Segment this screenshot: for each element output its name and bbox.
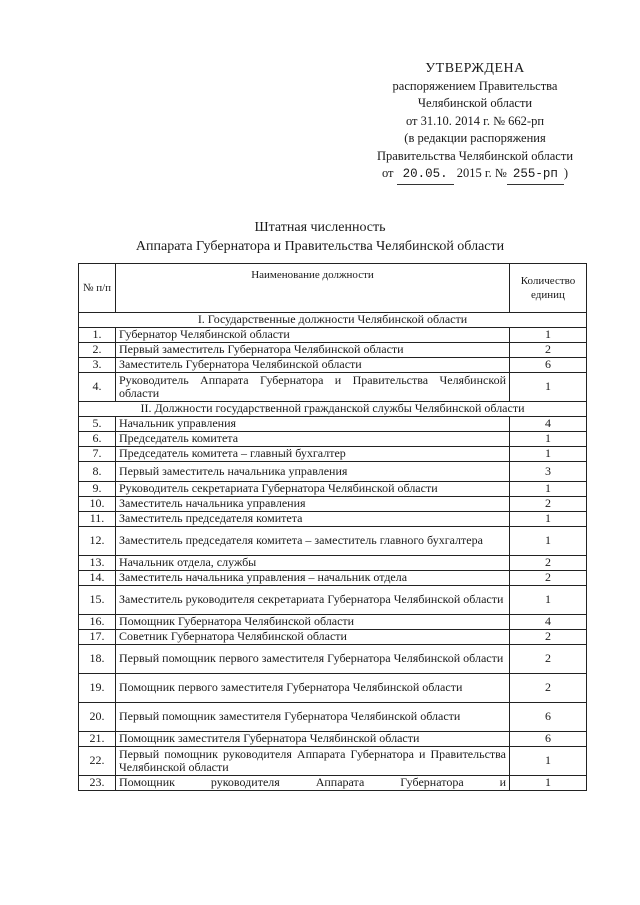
row-num: 8. [79, 462, 116, 482]
row-name: Начальник отдела, службы [116, 556, 510, 571]
table-row [79, 732, 587, 747]
table-row [79, 776, 587, 791]
date-mid: 2015 г. № [456, 166, 507, 180]
row-num: 21. [79, 732, 116, 747]
row-name: Советник Губернатора Челябинской области [116, 630, 510, 645]
row-name: Первый помощник первого заместителя Губернатора Челябинской области [116, 645, 510, 674]
section-title: I. Государственные должности Челябинской области [79, 313, 587, 328]
title-line-1: Штатная численность [254, 220, 386, 235]
table-row [79, 497, 587, 512]
table-row [79, 556, 587, 571]
row-name: Руководитель секретариата Губернатора Челябинской области [116, 482, 510, 497]
title-line-2: Аппарата Губернатора и Правительства Челябинской области [135, 239, 505, 254]
row-name: Губернатор Челябинской области [116, 328, 510, 343]
approval-date-line [340, 165, 610, 185]
row-num: 10. [79, 497, 116, 512]
table-row [79, 512, 587, 527]
approval-title: УТВЕРЖДЕНА [425, 61, 525, 76]
row-num: 15. [79, 586, 116, 615]
row-num: 9. [79, 482, 116, 497]
table-row [79, 462, 587, 482]
row-qty: 2 [510, 645, 587, 674]
row-qty: 1 [510, 373, 587, 402]
approval-line-5: Правительства Челябинской области [376, 148, 574, 163]
table-row [79, 373, 587, 402]
row-qty: 6 [510, 732, 587, 747]
table-row [79, 747, 587, 776]
row-qty: 2 [510, 343, 587, 358]
document-title [70, 218, 570, 256]
row-qty: 3 [510, 462, 587, 482]
row-name: Председатель комитета [116, 432, 510, 447]
row-qty: 1 [510, 512, 587, 527]
date-filled: 20.05. [397, 166, 454, 185]
row-qty: 1 [510, 482, 587, 497]
row-qty: 1 [510, 776, 587, 791]
section-row [79, 402, 587, 417]
row-qty: 4 [510, 417, 587, 432]
row-qty: 4 [510, 615, 587, 630]
row-name: Заместитель руководителя секретариата Губернатора Челябинской области [116, 586, 510, 615]
row-name: Заместитель начальника управления – начальник отдела [116, 571, 510, 586]
row-num: 3. [79, 358, 116, 373]
table-row [79, 447, 587, 462]
table-row [79, 674, 587, 703]
row-qty: 1 [510, 432, 587, 447]
staff-table [78, 263, 587, 791]
row-name: Первый помощник заместителя Губернатора Челябинской области [116, 703, 510, 732]
approval-line-3: от 31.10. 2014 г. № 662-рп [405, 113, 545, 128]
row-num: 20. [79, 703, 116, 732]
row-qty: 1 [510, 527, 587, 556]
table-row [79, 571, 587, 586]
table-row [79, 417, 587, 432]
table-row [79, 482, 587, 497]
row-qty: 1 [510, 747, 587, 776]
row-num: 7. [79, 447, 116, 462]
row-name: Помощник Губернатора Челябинской области [116, 615, 510, 630]
approval-line-4: (в редакции распоряжения [404, 131, 546, 145]
row-name: Первый помощник руководителя Аппарата Губернатора и Правительства Челябинской области [116, 747, 510, 776]
header-num: № п/п [79, 264, 116, 313]
row-qty: 6 [510, 358, 587, 373]
table-row [79, 358, 587, 373]
row-name: Помощник заместителя Губернатора Челябинской области [116, 732, 510, 747]
row-num: 23. [79, 776, 116, 791]
number-filled: 255-рп [507, 166, 564, 185]
row-name: Первый заместитель Губернатора Челябинской области [116, 343, 510, 358]
row-num: 2. [79, 343, 116, 358]
date-suffix: ) [563, 166, 569, 180]
row-name: Начальник управления [116, 417, 510, 432]
row-name: Первый заместитель начальника управления [116, 462, 510, 482]
row-num: 5. [79, 417, 116, 432]
table-row [79, 527, 587, 556]
approval-line-2: Челябинской области [417, 96, 533, 110]
row-num: 14. [79, 571, 116, 586]
date-prefix: от [381, 166, 394, 180]
row-name: Руководитель Аппарата Губернатора и Правительства Челябинской области [116, 373, 510, 402]
row-name: Заместитель начальника управления [116, 497, 510, 512]
row-name: Заместитель председателя комитета [116, 512, 510, 527]
row-num: 18. [79, 645, 116, 674]
row-name: Помощник первого заместителя Губернатора Челябинской области [116, 674, 510, 703]
row-qty: 2 [510, 556, 587, 571]
row-num: 6. [79, 432, 116, 447]
table-row [79, 630, 587, 645]
row-num: 17. [79, 630, 116, 645]
header-qty: Количество единиц [510, 264, 587, 313]
table-row [79, 645, 587, 674]
row-name: Заместитель Губернатора Челябинской области [116, 358, 510, 373]
row-num: 4. [79, 373, 116, 402]
row-name: Заместитель председателя комитета – заместитель главного бухгалтера [116, 527, 510, 556]
table-row [79, 432, 587, 447]
row-qty: 2 [510, 571, 587, 586]
table-row [79, 615, 587, 630]
row-num: 11. [79, 512, 116, 527]
approval-line-1: распоряжением Правительства [392, 78, 558, 93]
row-qty: 2 [510, 630, 587, 645]
section-row [79, 313, 587, 328]
row-name: Председатель комитета – главный бухгалтер [116, 447, 510, 462]
row-num: 16. [79, 615, 116, 630]
row-name: Помощник руководителя Аппарата Губернатора и [116, 776, 510, 791]
row-qty: 2 [510, 497, 587, 512]
section-title: II. Должности государственной гражданской службы Челябинской области [79, 402, 587, 417]
table-row [79, 586, 587, 615]
row-qty: 6 [510, 703, 587, 732]
table-row [79, 343, 587, 358]
row-qty: 1 [510, 586, 587, 615]
table-row [79, 328, 587, 343]
row-num: 19. [79, 674, 116, 703]
approval-stamp [340, 60, 610, 185]
row-qty: 1 [510, 447, 587, 462]
row-qty: 1 [510, 328, 587, 343]
row-num: 22. [79, 747, 116, 776]
row-num: 12. [79, 527, 116, 556]
header-name: Наименование должности [116, 264, 510, 313]
row-qty: 2 [510, 674, 587, 703]
table-row [79, 703, 587, 732]
row-num: 1. [79, 328, 116, 343]
row-num: 13. [79, 556, 116, 571]
table-header-row [79, 264, 587, 313]
